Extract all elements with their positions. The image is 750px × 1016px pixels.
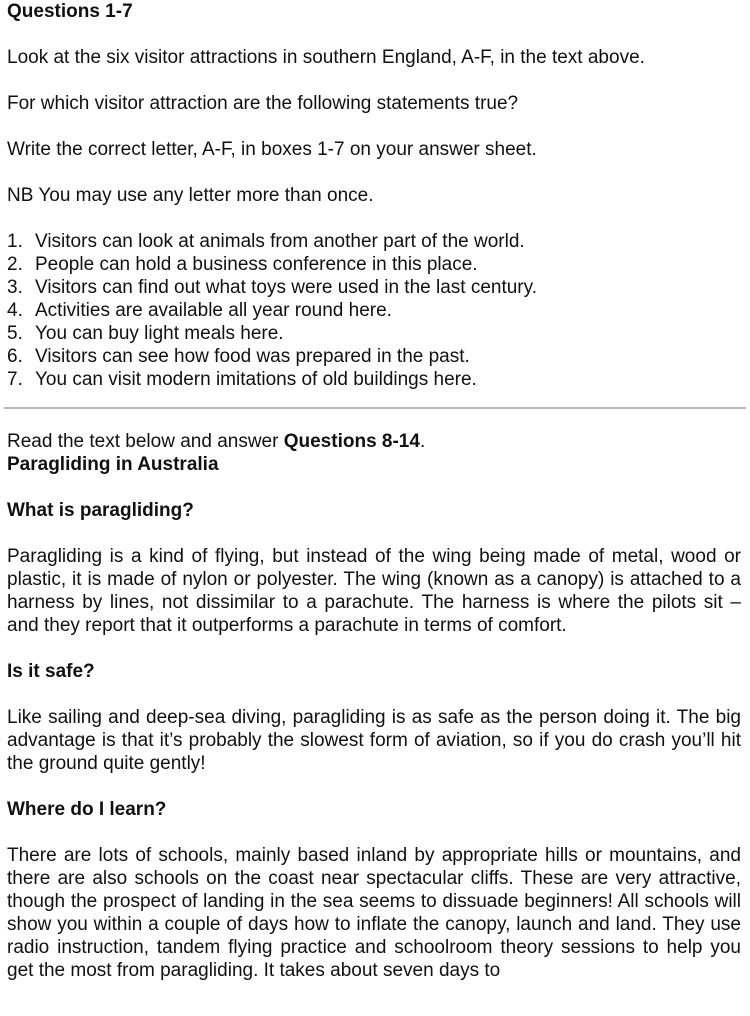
article-title: Paragliding in Australia (7, 454, 219, 475)
paragraph: There are lots of schools, mainly based inland by appropriate hills or mountains, and there are also schools on the coast near spectacular cliffs. These are very attractive, though the prospect of landing in the sea seems to dissuade beginners! All schools will show you within a couple of days how to inflate the canopy, launch and land. They use radio instruction, tandem flying practice and schoolroom theory sessions to help you get the most from paragliding. It takes about seven days to (7, 845, 741, 981)
item-text: People can hold a business conference in this place. (35, 254, 478, 275)
item-number: 1. (7, 231, 23, 252)
subheading: Where do I learn? (7, 799, 167, 820)
paragraph: Like sailing and deep-sea diving, paragliding is as safe as the person doing it. The big advantage is that it’s probably the slowest form of aviation, so if you do crash you’ll hit the ground quite gently! (7, 707, 741, 774)
item-number: 4. (7, 300, 23, 321)
statement-list (7, 230, 741, 391)
item-text: Visitors can find out what toys were used in the last century. (35, 277, 537, 298)
item-number: 5. (7, 323, 23, 344)
reading-section (7, 430, 741, 981)
instruction-text: NB You may use any letter more than once. (7, 185, 374, 206)
paragraph: Paragliding is a kind of flying, but instead of the wing being made of metal, wood or plastic, it is made of nylon or polyester. The wing (known as a canopy) is attached to a harness by lines, not dissimilar to a parachute. The harness is where the pilots sit – and they report that it outperforms a parachute in terms of comfort. (7, 546, 741, 636)
item-number: 2. (7, 254, 23, 275)
instruction-text: For which visitor attraction are the following statements true? (7, 93, 519, 114)
subheading: What is paragliding? (7, 500, 194, 521)
list-item (7, 276, 741, 299)
subheading: Is it safe? (7, 661, 95, 682)
section-divider (4, 407, 746, 409)
questions-section (7, 0, 741, 391)
list-item (7, 230, 741, 253)
item-number: 7. (7, 369, 23, 390)
list-item (7, 345, 741, 368)
item-text: Visitors can see how food was prepared in the past. (35, 346, 470, 367)
item-text: You can buy light meals here. (35, 323, 284, 344)
item-number: 6. (7, 346, 23, 367)
instruction-text: Look at the six visitor attractions in southern England, A-F, in the text above. (7, 47, 645, 68)
item-text: Visitors can look at animals from another part of the world. (35, 231, 525, 252)
reading-intro (7, 430, 741, 453)
list-item (7, 322, 741, 345)
intro-text: Read the text below and answer (7, 431, 284, 452)
item-number: 3. (7, 277, 23, 298)
intro-questions-range: Questions 8-14 (283, 431, 420, 452)
item-text: Activities are available all year round here. (35, 300, 392, 321)
list-item (7, 253, 741, 276)
instruction-text: Write the correct letter, A-F, in boxes 1-7 on your answer sheet. (7, 139, 537, 160)
list-item (7, 368, 741, 391)
section-title: Questions 1-7 (7, 1, 133, 22)
list-item (7, 299, 741, 322)
intro-period: . (419, 431, 426, 452)
item-text: You can visit modern imitations of old buildings here. (35, 369, 477, 390)
